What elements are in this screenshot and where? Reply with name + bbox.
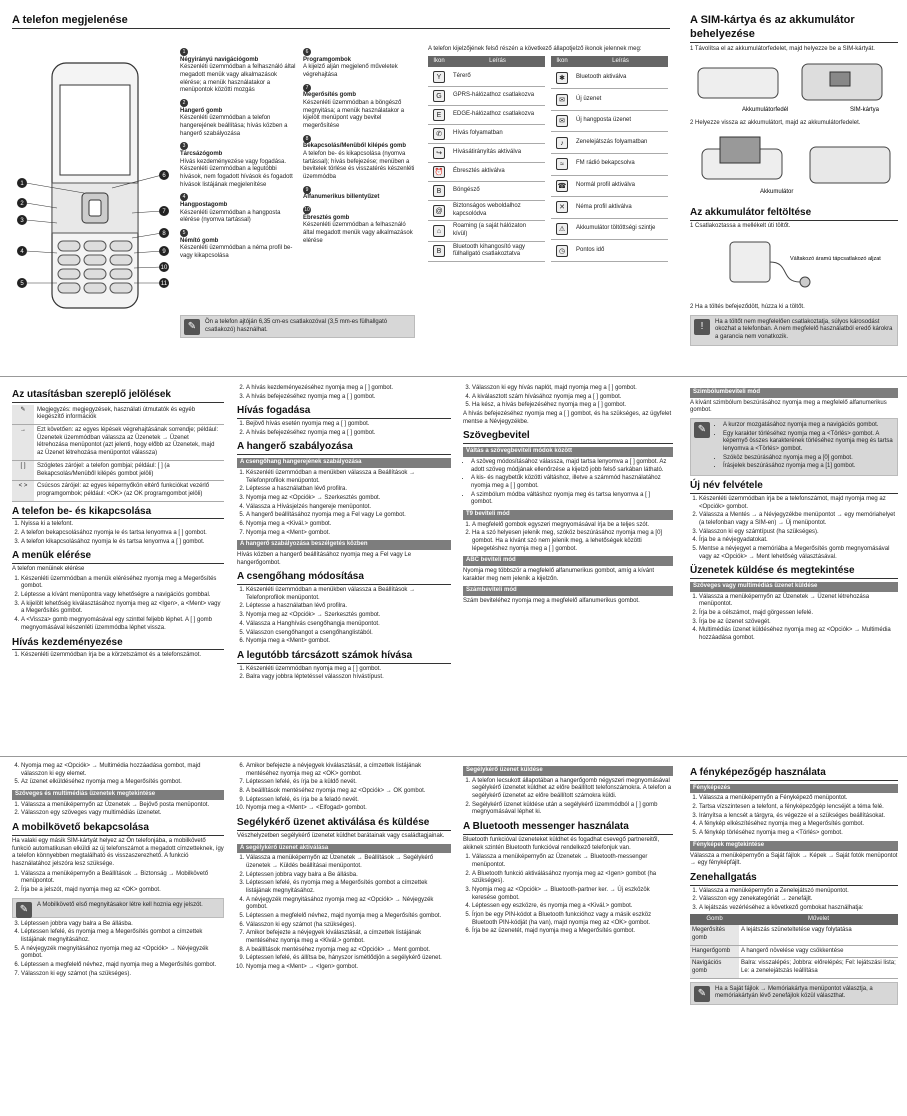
status-icon: ✱ <box>556 72 568 84</box>
icon-description: Pontos idő <box>573 240 668 262</box>
sos-title: Segélykérő üzenet aktiválása és küldése <box>237 817 451 831</box>
callout-6: 6 <box>162 173 166 179</box>
symbol-description: Szögletes zárójel: a telefon gombjai; például: [ ] (a Bekapcsolás/Menüből kilépés gombot jelöli) <box>34 460 224 480</box>
list-step: 5. A fénykép törléséhez nyomja meg a <Törlés> gombot. <box>699 830 898 838</box>
icon-description: Térerő <box>450 67 545 86</box>
icon-description: Zenelejátszás folyamatban <box>573 132 668 154</box>
list-step: 5. Válasszon csengőhangot a csengőhanglistából. <box>246 630 451 638</box>
mid-col2: 2. A hívás kezdeményezéséhez nyomja meg a [ ] gombot. 3. A hívás befejezéséhez nyomja meg a [ ] gombot. Hívás fogadása 1. Bejövő hívás esetén nyomja meg a [ ] gombot. 2. A hívás befejezéséhez nyomja meg a [ ] gombot. A hangerő szabályozása A csengőhang hangerejének szabályozása 1. Készenléti üzemmódban a menükben válassza a Beállítások → Telefonprofilok menüpontot. 2. Léptesse a használatban lévő profilra. 3. Nyomja meg az <Opciók> → Szerkesztés gombot. 4. Válassza a Hívásjelzés hangereje menüpontot. 5. A hangerő beállításához nyomja meg a Fel vagy Le gombot. 6. Nyomja meg a <Kivál.> gombot. 7. Nyomja meg a <Ment> gombot. A hangerő szabályozása beszélgetés közben Hívás közben a hangerő beállításához nyomja meg a Fel vagy Le hangerőgombot. A csengőhang módosítása 1. Készenléti üzemmódban a menükben válassza a Beállítások → Telefonprofilok menüpontot. 2. Léptesse a használatban lévő profilra. 3. Nyomja meg az <Opciók> → Szerkesztés gombot. 4. Válassza a Hanghívás csengőhangja menüpontot. 5. Válasszon csengőhangot a csengőhanglistából. 6. Nyomja meg a <Ment> gombot. A legutóbb tárcsázott számok hívása 1. Készenléti üzemmódban nyomja meg a [ ] gombot. 2. Balra vagy jobbra léptetéssel válasszon hívástípust. <box>237 385 451 683</box>
list-step: 5. Az üzenet elküldéséhez nyomja meg a Megerősítés gombot. <box>21 779 224 787</box>
svg-text:Akkumulátor: Akkumulátor <box>760 189 794 196</box>
icon-row <box>428 124 545 143</box>
list-step: 1. Válassza a menüképernyőn a Beállítások → Biztonság → Mobilkövető menüpontot. <box>21 871 224 886</box>
svg-text:SIM-kártya: SIM-kártya <box>850 106 880 113</box>
symbols-title: Az utasításban szereplő jelölések <box>12 389 224 403</box>
phone-item: 6 Programgombok A kijelző alján megjelenő műveletek végrehajtása <box>303 49 398 79</box>
callout-9: 9 <box>162 249 166 255</box>
status-icon: ⌂ <box>433 225 445 237</box>
symbol-row <box>12 405 224 425</box>
phone-item: 2 Hangerő gomb Készenléti üzemmódban a telefon hangerejének beállítása; hívás közben a hangerő szabályozása <box>180 100 288 137</box>
icon-row <box>428 181 545 200</box>
phone-item: 3 Tárcsázógomb Hívás kezdeményezése vagy fogadása. Készenléti üzemmódban a legutóbbi hívások, nem fogadott hívások és fogadott hívások listájának megjelenítése <box>180 143 293 188</box>
icon-row <box>551 89 668 111</box>
list-step: 3. Nyomja meg az <Opciók> → Szerkesztés gombot. <box>246 495 451 503</box>
list-step: 8. A beállítások mentéséhez nyomja meg az <Opciók> → Ment gombot. <box>246 947 451 955</box>
symbol-description: Megjegyzés: megjegyzések, használati útmutatók és egyéb kiegészítő információk <box>34 405 224 425</box>
bottom-col1: 4. Nyomja meg az <Opciók> → Multimédia hozzáadása gombot, majd válasszon ki egy elemet. 5. Az üzenet elküldéséhez nyomja meg a Megerősítés gombot. Szöveges és multimédiás üzenetek megtekintése 1. Válassza a menüképernyőn az Üzenetek → Bejövő posta menüpontot. 2. Válasszon egy szöveges vagy multimédiás üzenetet. A mobilkövető bekapcsolása Ha valaki egy másik SIM-kártyát helyez az Ön telefonjába, a mobilkövető funkció automatikusan elküldi az új telefonszámot a megadott címzetteknek, így a telefon könnyebben megtalálható és visszaszerezhető. A funkció használatához jelszóra lesz szüksége. 1. Válassza a menüképernyőn a Beállítások → Biztonság → Mobilkövető menüpontot. 2. Írja be a jelszót, majd nyomja meg az <OK> gombot. ✎ A Mobilkövető első megnyitásakor létre kell hoznia egy jelszót. 3. Léptessen jobbra vagy balra a Be állásba. 4. Léptessen lefelé, és nyomja meg a Megerősítés gombot a címzettek listájának megnyitásához. 5. A névjegyzék megnyitásához nyomja meg az <Opciók> → Névjegyzék gombot. 6. Léptessen a megfelelő névhez, majd nyomja meg a Megerősítés gombot. 7. Válasszon ki egy számot (ha szükséges). <box>12 763 224 979</box>
list-step: 3. A telefon kikapcsolásához nyomja le és tartsa lenyomva a [ ] gombot. <box>21 539 224 547</box>
list-step: 2. Válasszon egy zenekategóriát → zenefájlt. <box>699 896 898 904</box>
symbol-row <box>12 481 224 501</box>
icon-row <box>551 240 668 262</box>
list-step: 10. Nyomja meg a <Ment> → <Igen> gombot. <box>246 964 451 972</box>
list-step: • A szöveg módosításához válassza, majd tartsa lenyomva a [ ] gombot. Az adott szöveg módjának ellenőrzése a kijelző jobb felső sarkában látható. <box>471 459 673 474</box>
warning-icon: ! <box>694 319 710 335</box>
list-step: 2. Léptesse a kívánt menüpontra vagy lehetőségre a navigációs gombbal. <box>21 592 224 600</box>
callout-10: 10 <box>160 265 168 271</box>
icon-description: Új hangposta üzenet <box>573 110 668 132</box>
list-step: 3. A kijelölt lehetőség kiválasztásához nyomja meg az <Igen>, a <Ment> vagy a Megerősítés gombot. <box>21 601 224 616</box>
phone-item: 7 Megerősítés gomb Készenléti üzemmódban a böngésző megnyitása; a menük használatakor a kijelölt menüpont vagy bevitel megerősítése <box>303 84 405 130</box>
mid-col4: Szimbólumbeviteli mód A kívánt szimbólum beszúrásához nyomja meg a megfelelő alfanumerikus gombot. ✎ • A kurzor mozgatásához nyomja meg a navigációs gombot. • Egy karakter törléséhez nyomja meg a <Törlés> gombot. A képernyő összes karakterének törléséhez nyomja meg és tartsa lenyomva a <Törlés> gombot. • Szóköz beszúrásához nyomja meg a [0] gombot. • Írásjelek beszúrásához nyomja meg a [1] gombot. Új név felvétele 1. Készenléti üzemmódban írja be a telefonszámot, majd nyomja meg az <Opciók> gombot. 2. Válassza a Mentés → a Névjegyzékbe menüpontot → egy memóriahelyet (a telefonban vagy a SIM-en) → Új menüpontot. 3. Válasszon ki egy számtípust (ha szükséges). 4. Írja be a névjegyadatokat. 5. Mentse a névjegyet a memóriába a Megerősítés gomb megnyomásával vagy az <Opciók> → Ment lehetőség választásával. Üzenetek küldése és megtekintése Szöveges vagy multimédiás üzenet küldése 1. Válassza a menüképernyőn az Üzenetek → Üzenet létrehozása menüpontot. 2. Írja be a célszámot, majd görgessen lefelé. 3. Írja be az üzenet szövegét. 4. Multimédiás üzenet küldéséhez nyomja meg az <Opciók> → Multimédia hozzáadása gombot. <box>690 385 898 644</box>
icon-row <box>428 143 545 162</box>
list-step: 6. Nyomja meg a <Kivál.> gombot. <box>246 521 451 529</box>
list-step: 1. A telefon lecsukott állapotában a hangerőgomb négyszeri megnyomásával segélykérő üzenetet küldhet az előre beállított telefonszámokra. A telefon a segélykérő üzenetet az előre beállított számokra küldi. <box>472 778 673 801</box>
callout-7: 7 <box>162 209 166 215</box>
phone-item: 10 Ébresztés gomb Készenléti üzemmódban a felhasználó által megadott menük vagy alkalmazások elérése <box>303 207 413 244</box>
sim-section: A SIM-kártya és az akkumulátor behelyezése 1 Távolítsa el az akkumulátorfedelet, majd helyezze be a SIM-kártyát. Akkumulátorfedél SIM-kártya 2 Helyezze vissza az akkumulátort, majd az akkumulátorfedelet. Akkumulátor Az akkumulátor feltöltése 1 Csatlakoztassa a mellékelt úti töltőt. Váltakozó áramú tápcsatlakozó aljzat 2 Ha a töltés befejeződött, húzza ki a töltőt. ! Ha a töltőt nem megfelelően csatlakoztatja, súlyos károsodást okozhat a telefonban. A nem megfelelő használatból eredő károkra a garancia nem vonatkozik. <box>690 13 898 349</box>
list-step: 4. Multimédiás üzenet küldéséhez nyomja meg az <Opciók> → Multimédia hozzáadása gombot. <box>699 627 898 642</box>
phone-section-title: A telefon megjelenése <box>12 13 670 29</box>
list-step: 2. Balra vagy jobbra léptetéssel válasszon hívástípust. <box>246 674 451 682</box>
icon-row <box>428 67 545 86</box>
symbol-row <box>12 425 224 461</box>
note-pencil-icon: ✎ <box>184 319 200 335</box>
list-step: 3. Válasszon ki egy hívás naplót, majd nyomja meg a [ ] gombot. <box>472 385 673 393</box>
list-step: 1. Válassza a menüképernyőn az Üzenetek → Beállítások → Segélykérő üzenetek → Küldés beállításai menüpontot. <box>246 855 451 870</box>
list-step: • A szimbólum módba váltáshoz nyomja meg és tartsa lenyomva a [ ] gombot. <box>471 492 673 507</box>
menus-title: A menük elérése <box>12 550 224 564</box>
symbols-table <box>12 405 224 502</box>
symbol-description: Ezt követően: az egyes lépések végrehajtásának sorrendje; például: Üzenetek üzemmódban válassza az Üzenetek → Üzenet létrehozása menüpontot (azt jelenti, hogy előbb az Üzenetek, majd az Üzenet létrehozása menüpontot válassza) <box>34 425 224 461</box>
status-icon: B <box>433 185 445 197</box>
note-pencil-icon: ✎ <box>16 902 32 918</box>
music-note: ✎ Ha a Saját fájlok → Memóriakártya menüpontot választja, a memóriakártyán lévő zenefájlok közül választhat. <box>690 982 898 1005</box>
status-icons-section <box>428 46 668 262</box>
list-step: 7. Nyomja meg a <Ment> gombot. <box>246 530 451 538</box>
list-step: 1. Válassza a menüképernyőn a Fényképező menüpontot. <box>699 795 898 803</box>
ringtone-title: A csengőhang módosítása <box>237 571 451 585</box>
list-step: 1. Válassza a menüképernyőn a Zenelejátszó menüpontot. <box>699 888 898 896</box>
symbol-icon: ✎ <box>12 405 34 425</box>
icon-row <box>428 221 545 241</box>
volume-title: A hangerő szabályozása <box>237 441 451 455</box>
callmake-title: Hívás kezdeményezése <box>12 637 224 651</box>
status-icon: ↪ <box>433 147 445 159</box>
list-step: 1. Készenléti üzemmódban írja be a körzetszámot és a telefonszámot. <box>21 652 224 660</box>
icons-table-left: Ikon Leírás Y Térerő G GPRS-hálózathoz csatlakozva E EDGE-hálózathoz csatlakozva ✆ Hívás folyamatban ↪ Hívásátirányítás aktiválva ⏰ Ébresztés aktiválva B Böngésző @ Biztonságos weboldalhoz kapcsolódva ⌂ Roaming (a saját hálózaton kívül) B Bluetooth kihangosító vagy fülhallgató csatlakoztatva <box>428 56 545 262</box>
icon-description: GPRS-hálózathoz csatlakozva <box>450 86 545 105</box>
sim-section-title: A SIM-kártya és az akkumulátor behelyezése <box>690 13 898 43</box>
list-step: 4. Léptessen lefelé, és nyomja meg a Megerősítés gombot a címzettek listájának megnyitásához. <box>21 929 224 944</box>
callout-8: 8 <box>162 231 166 237</box>
icon-description: Ébresztés aktiválva <box>450 162 545 181</box>
phone-items-col1 <box>180 48 298 265</box>
earphone-note: ✎ Ön a telefon ajtóján 6,35 cm-es csatlakozóval (3,5 mm-es fülhallgató csatlakozó) használhat. <box>180 315 415 338</box>
phone-item: 9 Alfanumerikus billentyűzet <box>303 186 380 201</box>
phone-section <box>12 13 670 32</box>
list-step: 4. A névjegyzék megnyitásához nyomja meg az <Opciók> → Névjegyzék gombot. <box>246 897 451 912</box>
note-pencil-icon: ✎ <box>694 986 710 1002</box>
status-icon: B <box>433 245 445 257</box>
list-step: 1. Bejövő hívás esetén nyomja meg a [ ] gombot. <box>246 421 451 429</box>
list-step: 2. Léptessen jobbra vagy balra a Be állásba. <box>246 872 451 880</box>
status-icon: ≈ <box>556 158 568 170</box>
list-step: • A kis- és nagybetűk közötti váltáshoz, illetve a számmód használatához nyomja meg a [ ] gombot. <box>471 475 673 490</box>
list-step: 5. Ha kész, a hívás befejezéséhez nyomja meg a [ ] gombot. <box>472 402 673 410</box>
icon-description: Biztonságos weboldalhoz kapcsolódva <box>450 200 545 220</box>
charge-title: Az akkumulátor feltöltése <box>690 207 898 221</box>
callout-3: 3 <box>20 218 24 224</box>
list-step: 4. Válassza a Hanghívás csengőhangja menüpontot. <box>246 621 451 629</box>
callout-1: 1 <box>20 181 24 187</box>
note-pencil-icon: ✎ <box>694 422 710 438</box>
list-step: 6. Írja be az üzenetét, majd nyomja meg a Megerősítés gombot. <box>472 928 673 936</box>
status-icon: ☎ <box>556 180 568 192</box>
charge-note: ! Ha a töltőt nem megfelelően csatlakoztatja, súlyos károsodást okozhat a telefonban. A nem megfelelő használatból eredő károkra a garancia nem vonatkozik. <box>690 315 898 346</box>
messages-title: Üzenetek küldése és megtekintése <box>690 565 898 579</box>
icon-description: FM rádió bekapcsolva <box>573 154 668 176</box>
phone-item: 4 Hangpostagomb Készenléti üzemmódban a hangposta elérése (nyomva tartással) <box>180 194 281 224</box>
list-step: 6. Nyomja meg a <Ment> gombot. <box>246 638 451 646</box>
sim-illustration <box>690 56 898 116</box>
icon-description: Akkumulátor töltöttségi szintje <box>573 218 668 240</box>
list-step: 4. A <Vissza> gomb megnyomásával egy szinttel feljebb léphet. A [ ] gomb megnyomásával készenléti üzemmódba léphet vissza. <box>21 617 224 632</box>
list-step: 6. Válasszon ki egy számot (ha szükséges). <box>246 922 451 930</box>
icon-description: Hívásátirányítás aktiválva <box>450 143 545 162</box>
status-icon: ✉ <box>556 115 568 127</box>
icon-row <box>551 154 668 176</box>
list-step: 4. Írja be a névjegyadatokat. <box>699 537 898 545</box>
status-icon: ⏰ <box>433 166 445 178</box>
music-key-row: Megerősítés gomb A lejátszás szüneteltetése vagy folytatása <box>690 925 898 945</box>
list-step: 3. Nyomja meg az <Opciók> → Szerkesztés gombot. <box>246 612 451 620</box>
tracker-note: ✎ A Mobilkövető első megnyitásakor létre kell hoznia egy jelszót. <box>12 898 224 918</box>
list-step: 1. Válassza a menüképernyőn az Üzenetek → Üzenet létrehozása menüpontot. <box>699 594 898 609</box>
list-step: • A kurzor mozgatásához nyomja meg a navigációs gombot. <box>723 422 894 430</box>
symbol-icon: [ ] <box>12 460 34 480</box>
bluetooth-title: A Bluetooth messenger használata <box>463 821 673 835</box>
status-icon: ◷ <box>556 245 568 257</box>
list-step: • Szóköz beszúrásához nyomja meg a [0] gombot. <box>723 455 894 463</box>
list-step: 2. Tartsa vízszintesen a telefont, a fényképezőgép lencséjét a téma felé. <box>699 804 898 812</box>
icon-description: EDGE-hálózathoz csatlakozva <box>450 105 545 124</box>
list-step: 4. Léptessen egy eszközre, és nyomja meg a <Kivál.> gombot. <box>472 903 673 911</box>
icon-row <box>551 218 668 240</box>
music-key-row: Navigációs gomb Balra: visszalépés; Jobbra: előrelépés; Fel: lejátszási lista; Le: a zenelejátszás leállítása <box>690 958 898 978</box>
list-step: 5. A névjegyzék megnyitásához nyomja meg az <Opciók> → Névjegyzék gombot. <box>21 946 224 961</box>
list-step: 1. Válassza a menüképernyőn az Üzenetek → Bejövő posta menüpontot. <box>21 802 224 810</box>
list-step: 3. Léptessen jobbra vagy balra a Be állásba. <box>21 921 224 929</box>
icon-description: Néma profil aktiválva <box>573 197 668 219</box>
icon-row <box>551 110 668 132</box>
list-step: 2. A hívás kezdeményezéséhez nyomja meg a [ ] gombot. <box>246 385 451 393</box>
icon-description: Bluetooth kihangosító vagy fülhallgató csatlakoztatva <box>450 241 545 261</box>
list-step: 2. A hívás befejezéséhez nyomja meg a [ ] gombot. <box>246 430 451 438</box>
list-step: 1. Készenléti üzemmódban a menükben válassza a Beállítások → Telefonprofilok menüpontot. <box>246 470 451 485</box>
camera-title: A fényképezőgép használata <box>690 767 898 781</box>
list-step: 2. Léptesse a használatban lévő profilra. <box>246 603 451 611</box>
callout-5: 5 <box>20 281 24 287</box>
list-step: 10. Nyomja meg a <Ment> → <Elfogad> gombot. <box>246 805 451 813</box>
list-step: 9. Léptessen lefelé, és írja be a feladó nevét. <box>246 797 451 805</box>
list-step: 4. Válassza a Hívásjelzés hangereje menüpontot. <box>246 504 451 512</box>
onoff-title: A telefon be- és kikapcsolása <box>12 506 224 520</box>
svg-text:Váltakozó áramú tápcsatlakozó: Váltakozó áramú tápcsatlakozó aljzat <box>790 256 881 263</box>
list-step: 1. Válassza a menüképernyőn az Üzenetek → Bluetooth-messenger menüpontot. <box>472 854 673 869</box>
icon-row <box>551 197 668 219</box>
list-step: 2. Segélykérő üzenet küldése után a segélykérő üzemmódból a [ ] gomb megnyomásával léphet ki. <box>472 802 673 817</box>
list-step: 4. A kiválasztott szám hívásához nyomja meg a [ ] gombot. <box>472 394 673 402</box>
list-step: 5. Mentse a névjegyet a memóriába a Megerősítés gomb megnyomásával vagy az <Opciók> → Ment lehetőség választásával. <box>699 546 898 561</box>
list-step: • Írásjelek beszúrásához nyomja meg a [1] gombot. <box>723 463 894 471</box>
list-step: 3. Válasszon ki egy számtípust (ha szükséges). <box>699 529 898 537</box>
list-step: 3. Nyomja meg az <Opciók> → Bluetooth-partner ker. → Új eszközök keresése gombot. <box>472 887 673 902</box>
list-step: 7. Léptessen lefelé, és írja be a küldő nevét. <box>246 779 451 787</box>
list-step: 5. Léptessen a megfelelő névhez, majd nyomja meg a Megerősítés gombot. <box>246 913 451 921</box>
charger-illustration <box>690 232 898 300</box>
icon-row <box>428 162 545 181</box>
icon-description: Hívás folyamatban <box>450 124 545 143</box>
list-step: 1. Készenléti üzemmódban a menükben válassza a Beállítások → Telefonprofilok menüpontot. <box>246 587 451 602</box>
list-step: 3. Irányítsa a lencsét a tárgyra, és végezze el a szükséges beállításokat. <box>699 813 898 821</box>
list-step: 2. Ha a szó helyesen jelenik meg, szóköz beszúrásához nyomja meg a [0] gombot. Ha a kívánt szó nem jelenik meg, a lehetőségek közötti lépegetéshez nyomja meg a [ ] gombot. <box>472 530 673 553</box>
list-step: 2. Válassza a Mentés → a Névjegyzékbe menüpontot → egy memóriahelyet (a telefonban vagy a SIM-en) → Új menüpontot. <box>699 512 898 527</box>
callout-11: 11 <box>160 281 168 287</box>
list-step: 3. A hívás befejezéséhez nyomja meg a [ ] gombot. <box>246 394 451 402</box>
newname-title: Új név felvétele <box>690 480 898 494</box>
icon-row <box>551 132 668 154</box>
list-step: 3. Léptessen lefelé, és nyomja meg a Megerősítés gombot a címzettek listájának megnyitásához. <box>246 880 451 895</box>
list-step: 6. Amikor befejezte a névjegyek kiválasztását, a címzettek listájának mentéséhez nyomja meg az <OK> gombot. <box>246 763 451 778</box>
icon-description: Bluetooth aktiválva <box>573 67 668 89</box>
svg-text:Akkumulátorfedél: Akkumulátorfedél <box>742 106 789 113</box>
list-step: 7. Amikor befejezte a névjegyek kiválasztását, a címzettek listájának mentéséhez nyomja meg a <Kivál.> gombot. <box>246 930 451 945</box>
icon-description: Új üzenet <box>573 89 668 111</box>
list-step: • Egy karakter törléséhez nyomja meg a <Törlés> gombot. A képernyő összes karakterének törléséhez nyomja meg és tartsa lenyomva a <Törlés> gombot. <box>723 431 894 454</box>
list-step: 2. A telefon bekapcsolásához nyomja le és tartsa lenyomva a [ ] gombot. <box>21 530 224 538</box>
list-step: 3. Írja be az üzenet szövegét. <box>699 619 898 627</box>
text-input-title: Szövegbevitel <box>463 430 673 444</box>
battery-illustration <box>690 129 898 199</box>
status-icon: Y <box>433 71 445 83</box>
list-step: 4. A fénykép elkészítéséhez nyomja meg a Megerősítés gombot. <box>699 821 898 829</box>
list-step: 6. Léptessen a megfelelő névhez, majd nyomja meg a Megerősítés gombot. <box>21 962 224 970</box>
status-icon: G <box>433 90 445 102</box>
list-step: 5. A hangerő beállításához nyomja meg a Fel vagy Le gombot. <box>246 512 451 520</box>
mid-col1: Az utasításban szereplő jelölések ✎ Megjegyzés: megjegyzések, használati útmutatók és egyéb kiegészítő információk → Ezt követően: az egyes lépések végrehajtásának sorrendje; például: Üzenetek üzemmódban válassza az Üzenetek → Üzenet létrehozása menüpontot (azt jelenti, hogy előbb az Üzenetek, majd az Üzenet létrehozása menüpontot válassza) [ ] Szögletes zárójel: a telefon gombjai; például: [ ] (a Bekapcsolás/Menüből kilépés gombot jelöli) < > Csúcsos zárójel: az egyes képernyőkön eltérő funkciókat vezérlő programgombok; például: <OK> (az OK programgombot jelöli) A telefon be- és kikapcsolása 1. Nyissa ki a telefont. 2. A telefon bekapcsolásához nyomja le és tartsa lenyomva a [ ] gombot. 3. A telefon kikapcsolásához nyomja le és tartsa lenyomva a [ ] gombot. A menük elérése A telefon menüinek elérése 1. Készenléti üzemmódban a menük eléréséhez nyomja meg a Megerősítés gombot. 2. Léptesse a kívánt menüpontra vagy lehetőségre a navigációs gombbal. 3. A kijelölt lehetőség kiválasztásához nyomja meg az <Igen>, a <Ment> vagy a Megerősítés gombot. 4. A <Vissza> gomb megnyomásával egy szinttel feljebb léphet. A [ ] gomb megnyomásával készenléti üzemmódba léphet vissza. Hívás kezdeményezése 1. Készenléti üzemmódban írja be a körzetszámot és a telefonszámot. <box>12 385 224 661</box>
icon-row <box>428 86 545 105</box>
icons-intro: A telefon kijelzőjének felső részén a következő állapotjelző ikonok jelennek meg: <box>428 46 642 52</box>
phone-item: 5 Némító gomb Készenléti üzemmódban a néma profil be- vagy kikapcsolása <box>180 230 293 260</box>
list-step: 5. Írjon be egy PIN-kódot a Bluetooth funkcióhoz vagy a másik eszköz Bluetooth PIN-kódját (ha van), majd nyomja meg az <OK> gombot. <box>472 912 673 927</box>
status-icon: ⚠ <box>556 223 568 235</box>
list-step: 3. A lejátszás vezérléséhez a következő gombokat használhatja: <box>699 905 898 913</box>
phone-illustration <box>12 43 172 313</box>
list-step: 2. Válasszon egy szöveges vagy multimédiás üzenetet. <box>21 810 224 818</box>
icon-row <box>428 200 545 220</box>
list-step: 1. A megfelelő gombok egyszeri megnyomásával írja be a teljes szót. <box>472 522 673 530</box>
list-step: 4. Nyomja meg az <Opciók> → Multimédia hozzáadása gombot, majd válasszon ki egy elemet. <box>21 763 224 778</box>
icon-description: Böngésző <box>450 181 545 200</box>
status-icon: E <box>433 109 445 121</box>
symbol-icon: < > <box>12 481 34 501</box>
bottom-col2: 6. Amikor befejezte a névjegyek kiválasztását, a címzettek listájának mentéséhez nyomja meg az <OK> gombot. 7. Léptessen lefelé, és írja be a küldő nevét. 8. A beállítások mentéséhez nyomja meg az <Opciók> → OK gombot. 9. Léptessen lefelé, és írja be a feladó nevét. 10. Nyomja meg a <Ment> → <Elfogad> gombot. Segélykérő üzenet aktiválása és küldése Vészhelyzetben segélykérő üzenetet küldhet barátainak vagy családtagjainak. A segélykérő üzenet aktiválása 1. Válassza a menüképernyőn az Üzenetek → Beállítások → Segélykérő üzenetek → Küldés beállításai menüpontot. 2. Léptessen jobbra vagy balra a Be állásba. 3. Léptessen lefelé, és nyomja meg a Megerősítés gombot a címzettek listájának megnyitásához. 4. A névjegyzék megnyitásához nyomja meg az <Opciók> → Névjegyzék gombot. 5. Léptessen a megfelelő névhez, majd nyomja meg a Megerősítés gombot. 6. Válasszon ki egy számot (ha szükséges). 7. Amikor befejezte a névjegyek kiválasztását, a címzettek listájának mentéséhez nyomja meg a <Kivál.> gombot. 8. A beállítások mentéséhez nyomja meg az <Opciók> → Ment gombot. 9. Léptessen lefelé, és állítsa be, hányszor ismétlődjön a segélykérő üzenet. 10. Nyomja meg a <Ment> → <Igen> gombot. <box>237 763 451 973</box>
phone-item: 1 Négyirányú navigációgomb Készenléti üzemmódban a felhasználó által megadott menük vagy alkalmazások elérése; a menük használatakor a menüpontok közötti mozgás <box>180 49 296 94</box>
icon-row <box>551 67 668 89</box>
phone-item: 8 Bekapcsolás/Menüből kilépés gomb A telefon be- és kikapcsolása (nyomva tartással); hívás befejezése; menüben a bevitelek törlése és visszatérés készenléti üzemmódba <box>303 135 415 181</box>
phone-drawing <box>12 43 172 313</box>
status-icon: ♪ <box>556 137 568 149</box>
callout-2: 2 <box>20 201 24 207</box>
status-icon: ✕ <box>556 201 568 213</box>
list-step: 8. A beállítások mentéséhez nyomja meg az <Opciók> → OK gombot. <box>246 788 451 796</box>
editing-note <box>690 418 898 476</box>
symbol-description: Csúcsos zárójel: az egyes képernyőkön eltérő funkciókat vezérlő programgombok; például: <OK> (az OK programgombot jelöli) <box>34 481 224 501</box>
list-step: 2. Léptesse a használatban lévő profilra. <box>246 486 451 494</box>
list-step: 7. Válasszon ki egy számot (ha szükséges). <box>21 971 224 979</box>
mid-col3: 3. Válasszon ki egy hívás naplót, majd nyomja meg a [ ] gombot. 4. A kiválasztott szám hívásához nyomja meg a [ ] gombot. 5. Ha kész, a hívás befejezéséhez nyomja meg a [ ] gombot. A hívás befejezéséhez nyomja meg a [ ] gombot, és ha szükséges, az ügyfelet mentse a Névjegyzékbe. Szövegbevitel Váltás a szövegbeviteli módok között • A szöveg módosításához válassza, majd tartsa lenyomva a [ ] gombot. Az adott szöveg módjának ellenőrzése a kijelző jobb felső sarkában látható. • A kis- és nagybetűk közötti váltáshoz, illetve a számmód használatához nyomja meg a [ ] gombot. • A szimbólum módba váltáshoz nyomja meg és tartsa lenyomva a [ ] gombot. T9 beviteli mód 1. A megfelelő gombok egyszeri megnyomásával írja be a teljes szót. 2. Ha a szó helyesen jelenik meg, szóköz beszúrásához nyomja meg a [0] gombot. Ha a kívánt szó nem jelenik meg, a lehetőségek közötti lépegetéshez nyomja meg a [ ] gombot. ABC beviteli mód Nyomja meg többször a megfelelő alfanumerikus gombot, amíg a kívánt karakter meg nem jelenik a kijelzőn. Számbeviteli mód Szám beviteléhez nyomja meg a megfelelő alfanumerikus gombot. <box>463 385 673 608</box>
status-icon: ✆ <box>433 128 445 140</box>
list-step: 1. Készenléti üzemmódban nyomja meg a [ ] gombot. <box>246 666 451 674</box>
bottom-col3: Segélykérő üzenet küldése 1. A telefon lecsukott állapotában a hangerőgomb négyszeri megnyomásával segélykérő üzenetet küldhet az előre beállított telefonszámokra. A telefon a segélykérő üzenetet az előre beállított számokra küldi. 2. Segélykérő üzenet küldése után a segélykérő üzemmódból a [ ] gomb megnyomásával léphet ki. A Bluetooth messenger használata Bluetooth funkcióval üzeneteket küldhet és fogadhat csevegő partnereitől, akiknek szintén Bluetooth funkcióval rendelkező telefonjuk van. 1. Válassza a menüképernyőn az Üzenetek → Bluetooth-messenger menüpontot. 2. A Bluetooth funkció aktiválásához nyomja meg az <Igen> gombot (ha szükséges). 3. Nyomja meg az <Opciók> → Bluetooth-partner ker. → Új eszközök keresése gombot. 4. Léptessen egy eszközre, és nyomja meg a <Kivál.> gombot. 5. Írjon be egy PIN-kódot a Bluetooth funkcióhoz vagy a másik eszköz Bluetooth PIN-kódját (ha van), majd nyomja meg az <OK> gombot. 6. Írja be az üzenetét, majd nyomja meg a Megerősítés gombot. <box>463 763 673 937</box>
list-step: 2. A Bluetooth funkció aktiválásához nyomja meg az <Igen> gombot (ha szükséges). <box>472 871 673 886</box>
icons-table-right: Ikon Leírás ✱ Bluetooth aktiválva ✉ Új üzenet ✉ Új hangposta üzenet ♪ Zenelejátszás folyamatban ≈ FM rádió bekapcsolva ☎ Normál profil aktiválva ✕ Néma profil aktiválva ⚠ Akkumulátor töltöttségi szintje ◷ Pontos idő <box>551 56 668 262</box>
status-icon: @ <box>433 205 445 217</box>
icon-row <box>428 241 545 261</box>
icon-row <box>551 175 668 197</box>
list-step: 9. Léptessen lefelé, és állítsa be, hányszor ismétlődjön a segélykérő üzenet. <box>246 955 451 963</box>
callrecv-title: Hívás fogadása <box>237 405 451 419</box>
list-step: 1. Készenléti üzemmódban írja be a telefonszámot, majd nyomja meg az <Opciók> gombot. <box>699 496 898 511</box>
list-step: 1. Készenléti üzemmódban a menük eléréséhez nyomja meg a Megerősítés gombot. <box>21 576 224 591</box>
tracker-title: A mobilkövető bekapcsolása <box>12 822 224 836</box>
icon-row <box>428 105 545 124</box>
symbol-icon: → <box>12 425 34 461</box>
list-step: 1. Nyissa ki a telefont. <box>21 521 224 529</box>
phone-items-col2 <box>303 48 415 249</box>
music-keys-table: Gomb Művelet Megerősítés gomb A lejátszás szüneteltetése vagy folytatása Hangerőgomb A hangerő növelése vagy csökkentése Navigációs gomb Balra: visszalépés; Jobbra: előrelépés; Fel: lejátszási lista; Le: a zenelejátszás leállítása <box>690 914 898 979</box>
list-step: 2. Írja be a jelszót, majd nyomja meg az <OK> gombot. <box>21 887 224 895</box>
icon-description: Normál profil aktiválva <box>573 175 668 197</box>
list-step: 2. Írja be a célszámot, majd görgessen lefelé. <box>699 610 898 618</box>
callout-4: 4 <box>20 249 24 255</box>
recent-title: A legutóbb tárcsázott számok hívása <box>237 650 451 664</box>
symbol-row <box>12 460 224 480</box>
music-key-row: Hangerőgomb A hangerő növelése vagy csökkentése <box>690 945 898 958</box>
status-icon: ✉ <box>556 94 568 106</box>
bottom-col4: A fényképezőgép használata Fényképezés 1. Válassza a menüképernyőn a Fényképező menüpontot. 2. Tartsa vízszintesen a telefont, a fényképezőgép lencséjét a téma felé. 3. Irányítsa a lencsét a tárgyra, és végezze el a szükséges beállításokat. 4. A fénykép elkészítéséhez nyomja meg a Megerősítés gombot. 5. A fénykép törléséhez nyomja meg a <Törlés> gombot. Fényképek megtekintése Válassza a menüképernyőn a Saját fájlok → Képek → Saját fotók menüpontot → egy fényképfájlt. Zenehallgatás 1. Válassza a menüképernyőn a Zenelejátszó menüpontot. 2. Válasszon egy zenekategóriát → zenefájlt. 3. A lejátszás vezérléséhez a következő gombokat használhatja: Gomb Művelet Megerősítés gomb A lejátszás szüneteltetése vagy folytatása Hangerőgomb A hangerő növelése vagy csökkentése Navigációs gomb Balra: visszalépés; Jobbra: előrelépés; Fel: lejátszási lista; Le: a zenelejátszás leállítása ✎ Ha a Saját fájlok → Memóriakártya menüpontot választja, a memóriakártyán lévő zenefájlok közül választhat. <box>690 763 898 1008</box>
icon-description: Roaming (a saját hálózaton kívül) <box>450 221 545 241</box>
music-title: Zenehallgatás <box>690 872 898 886</box>
